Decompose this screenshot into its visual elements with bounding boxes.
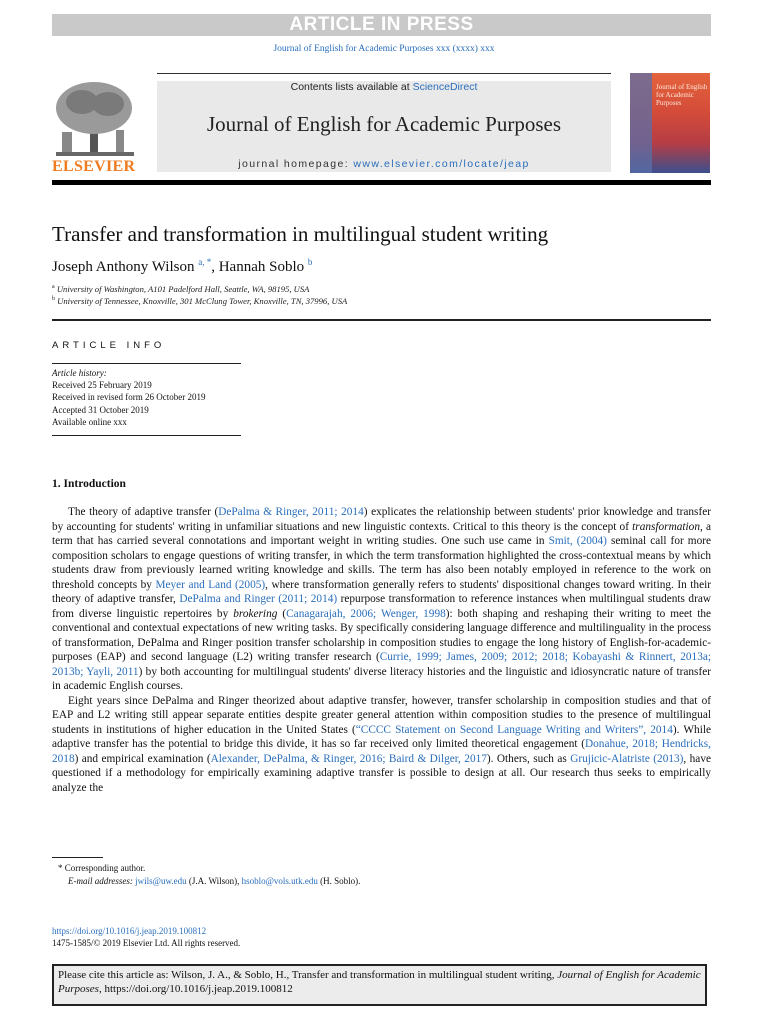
author-soblo[interactable]: Hannah Soblo	[218, 259, 305, 275]
email-label: E-mail addresses:	[68, 876, 133, 886]
copyright-line: 1475-1585/© 2019 Elsevier Ltd. All rights reserved.	[52, 938, 241, 948]
article-info-bottom-rule	[52, 435, 241, 436]
p1-italic-term: brokering	[233, 607, 278, 620]
citation-journal: Journal of English for Academic Purposes	[58, 969, 701, 995]
paragraph-2	[52, 694, 711, 796]
p2-text: ) and empirical examination (	[74, 752, 211, 765]
affiliation-a	[52, 284, 309, 294]
aff-a-text: University of Washington, A101 Padelford Hall, Seattle, WA, 98195, USA	[56, 284, 310, 294]
p1-text: , a term that has carried several connotations and important weight in writing studies. One such use came in	[52, 520, 712, 547]
citation-link[interactable]: Smit, (2004)	[548, 535, 607, 547]
footnote-mark: *	[58, 863, 63, 873]
homepage-line	[157, 158, 611, 170]
aff-b-text: University of Tennessee, Knoxville, 301 McClung Tower, Knoxville, TN, 37996, USA	[57, 296, 348, 306]
title-block-rule	[52, 319, 711, 321]
affiliation-b	[52, 296, 347, 306]
homepage-link[interactable]: www.elsevier.com/locate/jeap	[353, 158, 530, 170]
p1-italic-term: transformation	[632, 520, 700, 533]
email-wilson-name: (J.A. Wilson),	[188, 876, 240, 886]
elsevier-wordmark: ELSEVIER	[52, 158, 136, 175]
section-heading-introduction: 1. Introduction	[52, 478, 126, 490]
citation-link[interactable]: DePalma & Ringer, 2011; 2014	[218, 506, 364, 518]
p2-text: Eight years since DePalma and Ringer theorized about adaptive transfer, however, transfer scholarship in composition studies and that of EAP and L2 writing still appear separate entities despite greater general attention within composition studies to the presence of multilingual students in institutions of higher education in the United States (	[52, 694, 711, 736]
article-history	[52, 367, 205, 428]
citation-box	[52, 964, 707, 1006]
contents-prefix: Contents lists available at	[290, 81, 413, 93]
p1-text: seminal call for more composition scholars to engage questions of writing transfer, in which the term transformation highlighted the cross-contextual means by which students draw from previously learned writing knowledge and skills. The term has also been notably employed in reference to the work on threshold concepts by	[52, 535, 711, 591]
email-soblo-link[interactable]: hsoblo@vols.utk.edu	[241, 876, 318, 886]
footnote-corresponding	[58, 863, 145, 873]
p1-text: ) by both accounting for multilingual students' diverse literacy histories and the linguistic and idiosyncratic nature of transfer in academic English courses.	[52, 665, 711, 692]
cover-strip	[630, 73, 652, 173]
aff-a-mark: a	[52, 284, 55, 291]
p2-text: ). Others, such as	[486, 752, 571, 765]
footnote-corresponding-text: Corresponding author.	[64, 863, 146, 873]
article-info-top-rule	[52, 363, 241, 364]
author-soblo-marks[interactable]: b	[307, 257, 313, 267]
p1-text: repurpose transformation to reference instances when multilingual students draw from diverse linguistic repertoires by	[52, 593, 711, 620]
journal-title: Journal of English for Academic Purposes	[206, 112, 562, 136]
citation-suffix: , https://doi.org/10.1016/j.jeap.2019.100812	[98, 983, 293, 995]
p1-text: , where transformation generally refers to students' dispositional changes toward writing. In their theory of adaptive transfer,	[52, 578, 711, 605]
p1-text: ): both shaping and reshaping their writing to meet the conventional and contextual expectations of new writing tasks. By specifically considering language difference and multilinguality in the process of transformation, DePalma and Ringer position transfer scholarship in composition studies to engage the long history of English-for-academic-purposes (EAP) and second language (L2) writing transfer research (	[52, 607, 711, 663]
footnote-rule	[52, 857, 103, 858]
author-wilson[interactable]: Joseph Anthony Wilson	[52, 259, 195, 275]
cover-title: Journal of English for Academic Purposes	[656, 83, 708, 107]
footnote-emails	[68, 876, 360, 886]
history-accepted: Accepted 31 October 2019	[52, 404, 149, 415]
p1-text: The theory of adaptive transfer (	[68, 506, 219, 518]
homepage-prefix: journal homepage:	[238, 158, 354, 170]
header-top-rule	[157, 73, 611, 74]
citation-link[interactable]: Currie, 1999; James, 2009; 2012; 2018; Kobayashi & Rinnert, 2013a; 2013b; Yayli, 2011	[52, 651, 711, 678]
article-title: Transfer and transformation in multilingual student writing	[52, 222, 549, 246]
paragraph-1	[52, 505, 711, 694]
doi-link[interactable]: https://doi.org/10.1016/j.jeap.2019.100812	[52, 926, 207, 936]
citation-link[interactable]: “CCCC Statement on Second Language Writing and Writers”, 2014	[355, 723, 673, 736]
journal-cover-thumbnail[interactable]	[630, 73, 710, 173]
elsevier-tree-logo	[52, 80, 138, 158]
email-wilson-link[interactable]: jwils@uw.edu	[135, 876, 187, 886]
history-label: Article history:	[52, 368, 107, 378]
article-info-heading: ARTICLE INFO	[52, 340, 166, 351]
introduction-body	[52, 505, 711, 795]
email-soblo-name: (H. Soblo).	[320, 876, 361, 886]
citation-link[interactable]: Canagarajah, 2006; Wenger, 1998	[286, 607, 446, 620]
author-list: Joseph Anthony Wilson $^{a, *}$, Hannah Soblo $^b$	[52, 257, 313, 275]
contents-line	[157, 81, 611, 93]
citation-link[interactable]: Alexander, DePalma, & Ringer, 2016; Baird & Dilger, 2017	[210, 752, 487, 765]
history-online: Available online xxx	[52, 416, 127, 427]
aff-b-mark: b	[52, 296, 55, 303]
journal-reference-link[interactable]: Journal of English for Academic Purposes xxx (xxxx) xxx	[273, 44, 495, 54]
p1-text: (	[277, 607, 287, 620]
author-wilson-marks[interactable]: a, *	[198, 257, 212, 267]
p2-text: , have questioned if a methodology for empirically examining adaptive transfer is possible to design at all. Our research thus seeks to empirically analyze the	[52, 752, 711, 794]
citation-link[interactable]: Meyer and Land (2005)	[155, 578, 266, 591]
citation-link[interactable]: DePalma and Ringer (2011; 2014)	[179, 593, 338, 605]
article-in-press-banner: ARTICLE IN PRESS	[52, 14, 711, 36]
citation-link[interactable]: Grujicic-Alatriste (2013)	[570, 752, 684, 765]
citation-prefix: Please cite this article as: Wilson, J. A., & Soblo, H., Transfer and transformation in multilingual student writing,	[58, 969, 558, 981]
history-revised: Received in revised form 26 October 2019	[52, 392, 206, 403]
header-thick-rule	[52, 180, 711, 185]
history-received: Received 25 February 2019	[52, 380, 152, 391]
p2-text: ). While adaptive transfer has the potential to bridge this divide, it has so far received only limited theoretical engagement (	[52, 723, 711, 750]
p1-text: ) explicates the relationship between students' prior knowledge and transfer by accounting for students' writing in unfamiliar situations and new linguistic contexts. Critical to this theory is the concept of	[52, 506, 711, 533]
sciencedirect-link[interactable]: ScienceDirect	[412, 81, 478, 93]
citation-link[interactable]: Donahue, 2018; Hendricks, 2018	[52, 738, 711, 765]
